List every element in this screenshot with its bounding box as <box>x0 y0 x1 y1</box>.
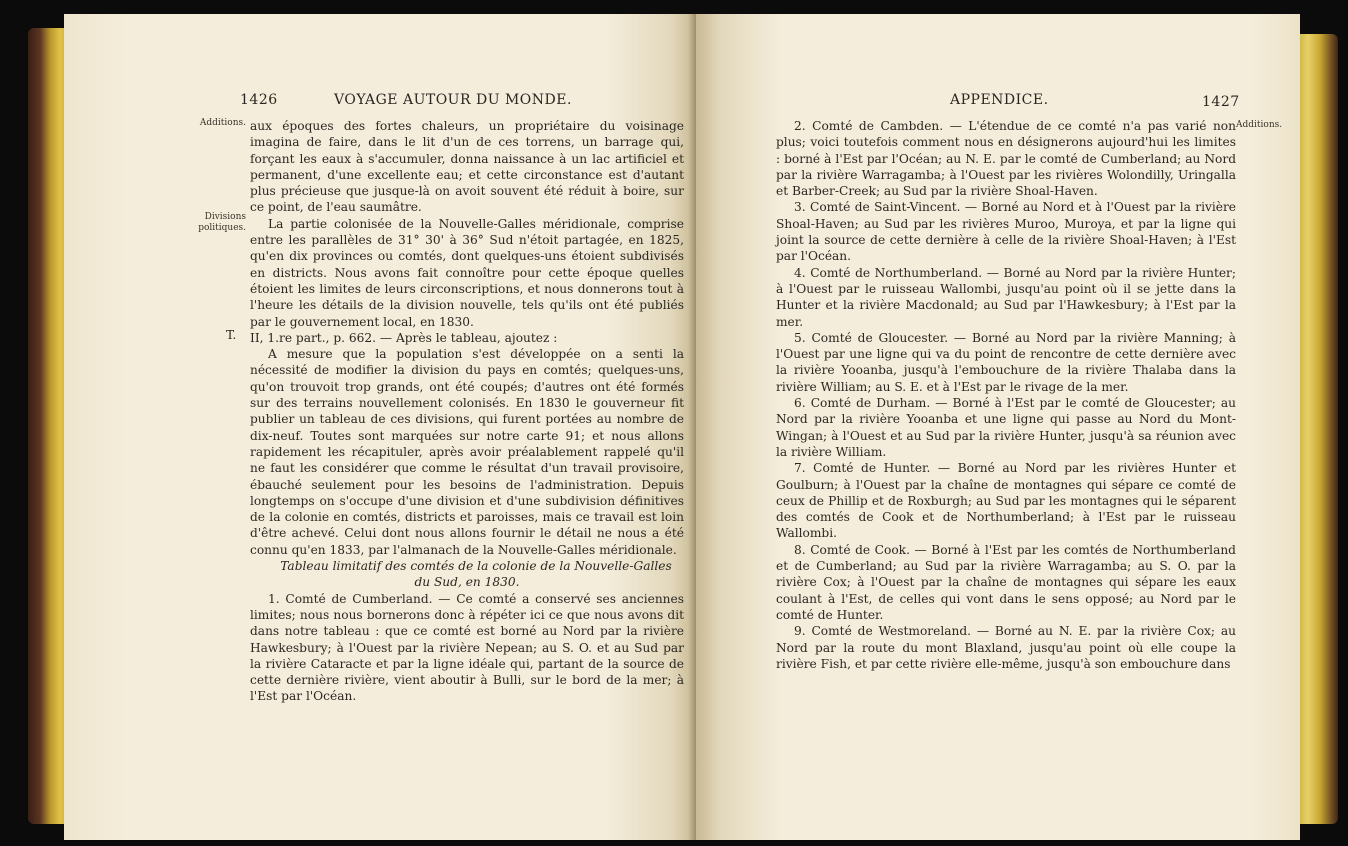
right-body <box>776 118 1236 672</box>
caption-line: du Sud, en 1830. <box>414 575 520 590</box>
county-item-cumberland: 1. Comté de Cumberland. — Ce comté a conservé ses anciennes limites; nous nous bornerons donc à répéter ici ce que nous avons dit dans notre tableau : que ce comté est borné au Nord par la rivière Hawkesbury; à l'Ouest par la rivière Nepean; au S. O. et au Sud par la rivière Cataracte et par la ligne idéale qui, partant de la source de cette dernière rivière, vient aboutir à Bulli, sur le bord de la mer; à l'Est par l'Océan. <box>250 591 684 704</box>
left-page-number: 1426 <box>240 92 278 108</box>
county-item: 5. Comté de Gloucester. — Borné au Nord par la rivière Manning; à l'Ouest par une ligne qui va du point de rencontre de cette dernière avec la rivière Yooanba, jusqu'à l'embouchure de la rivière Thalaba dans la rivière William; au S. E. et à l'Est par le rivage de la mer. <box>776 330 1236 394</box>
county-item: 2. Comté de Cambden. — L'étendue de ce comté n'a pas varié non plus; voici toutefois comment nous en désignerons aujourd'hui les limites : borné à l'Est par l'Océan; au N. E. par le comté de Cumberland; au Nord par la rivière Warragamba; à l'Ouest par les rivières Wolondilly, Uringalla et Barber-Creek; au Sud par la rivière Shoal-Haven. <box>776 119 1236 199</box>
paragraph: La partie colonisée de la Nouvelle-Galles méridionale, comprise entre les parallèles de 31° 30' à 36° Sud n'étoit partagée, en 1825, qu'en dix provinces ou comtés, dont quelques-uns étoient subdivisés en districts. Nous avons fait connoître pour cette époque quelles étoient les limites de leurs circonscriptions, et nous donnerons tout à l'heure les détails de la division nouvelle, tels qu'ils ont été publiés par le gouvernement local, en 1830. <box>250 216 684 329</box>
open-book <box>28 14 1338 840</box>
left-page-edges <box>28 28 68 824</box>
right-page <box>696 14 1300 840</box>
margin-note-divisions: Divisions politiques. <box>198 212 246 233</box>
margin-note-additions: Additions. <box>1236 120 1283 130</box>
county-item: 3. Comté de Saint-Vincent. — Borné au Nord et à l'Ouest par la rivière Shoal-Haven; au Sud par les rivières Muroo, Muroya, et par la ligne qui joint la source de cette dernière à celle de la rivière Shoal-Haven; à l'Est par l'Océan. <box>776 200 1236 264</box>
caption-line: Tableau limitatif des comtés de la colonie de la Nouvelle-Galles <box>280 559 672 574</box>
right-page-number: 1427 <box>1202 94 1240 110</box>
left-body <box>250 118 684 705</box>
left-running-head: VOYAGE AUTOUR DU MONDE. <box>334 92 572 108</box>
county-item: 9. Comté de Westmoreland. — Borné au N. E. par la rivière Cox; au Nord par la route du mont Blaxland, jusqu'au point où elle coupe la rivière Fish, et par cette rivière elle-même, jusqu'à son embouchure dans <box>776 624 1236 671</box>
tome-ref: T. <box>226 328 237 342</box>
right-page-edges <box>1298 34 1338 824</box>
margin-note-additions: Additions. <box>199 118 246 128</box>
paragraph: aux époques des fortes chaleurs, un propriétaire du voisinage imagina de faire, dans le lit d'un de ces torrens, un barrage qui, forçant les eaux à s'accumuler, donna naissance à un lac artificiel et permanent, d'une excellente eau; et cette circonstance est d'autant plus précieuse que jusque-là on avoit souvent été réduit à boire, sur ce point, de l'eau saumâtre. <box>250 119 684 215</box>
county-item: 4. Comté de Northumberland. — Borné au Nord par la rivière Hunter; à l'Ouest par le ruisseau Wallombi, jusqu'au point où il se jette dans la Hunter et la rivière Macdonald; au Sud par l'Hawkesbury; à l'Est par la mer. <box>776 265 1236 329</box>
paragraph-reference: II, 1.re part., p. 662. — Après le tableau, ajoutez : <box>250 330 558 345</box>
county-item: 7. Comté de Hunter. — Borné au Nord par les rivières Hunter et Goulburn; à l'Ouest par la chaîne de montagnes qui sépare ce comté de ceux de Phillip et de Roxburgh; au Sud par les montagnes qui le séparent des comtés de Cook et de Northumberland; à l'Est par le ruisseau Wallombi. <box>776 461 1236 541</box>
left-page <box>64 14 696 840</box>
right-running-head: APPENDICE. <box>950 92 1049 108</box>
table-caption <box>250 558 684 591</box>
county-item: 8. Comté de Cook. — Borné à l'Est par les comtés de Northumberland et de Cumberland; au Sud par la rivière Warragamba; au S. O. par la rivière Cox; à l'Ouest par la chaîne de montagnes qui sépare les eaux coulant à l'Est, de celles qui vont dans le sens opposé; au Nord par le comté de Hunter. <box>776 542 1236 622</box>
county-item: 6. Comté de Durham. — Borné à l'Est par le comté de Gloucester; au Nord par la rivière Yooanba et une ligne qui passe au Nord du Mont-Wingan; à l'Ouest et au Sud par la rivière Hunter, jusqu'à sa réunion avec la rivière William. <box>776 396 1236 459</box>
paragraph: A mesure que la population s'est développée on a senti la nécessité de modifier la division du pays en comtés; quelques-uns, qu'on trouvoit trop grands, ont été coupés; d'autres ont été formés sur des terrains nouvellement colonisés. En 1830 le gouverneur fit publier un tableau de ces divisions, qui furent portées au nombre de dix-neuf. Toutes sont marquées sur notre carte 91; et nous allons rapidement les récapituler, après avoir préalablement rappelé qu'il ne faut les considérer que comme le résultat d'un travail provisoire, ébauché seulement pour les besoins de l'administration. Depuis longtemps on s'occupe d'une division et d'une subdivision définitives de la colonie en comtés, districts et paroisses, mais ce travail est loin d'être achevé. Celui dont nous allons fournir le détail ne nous a été connu qu'en 1833, par l'almanach de la Nouvelle-Galles méridionale. <box>250 347 684 557</box>
